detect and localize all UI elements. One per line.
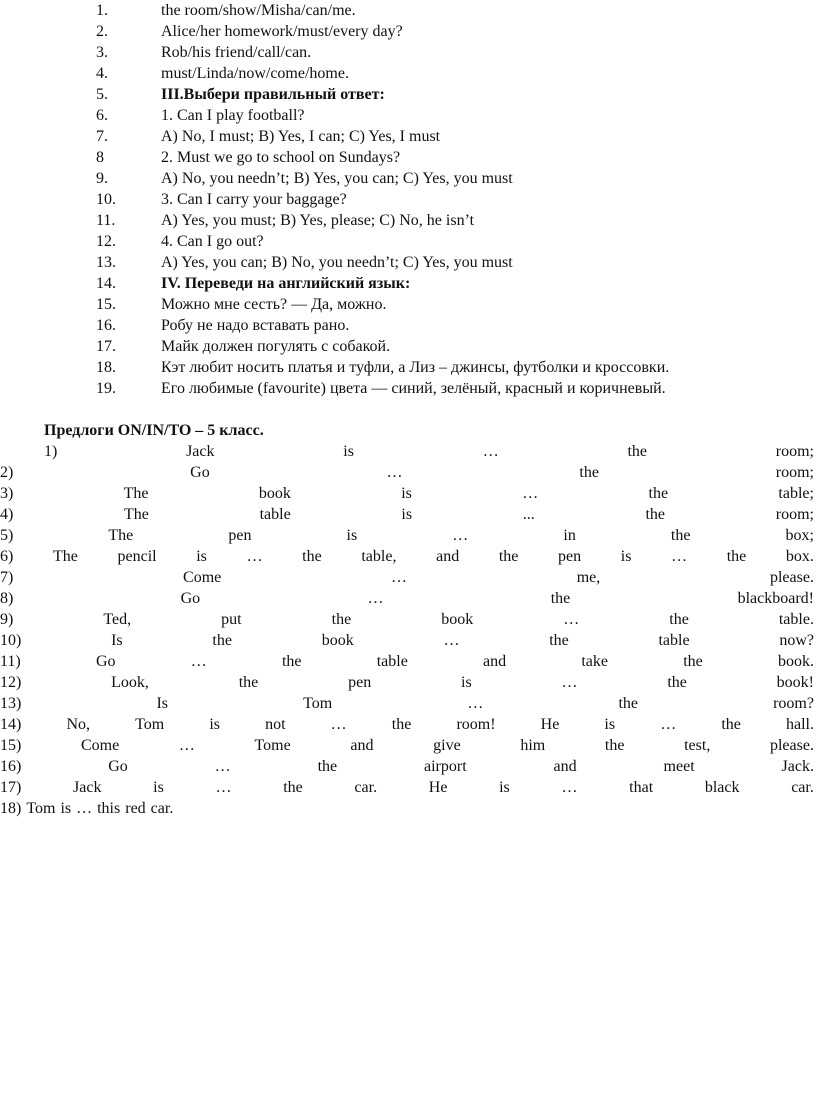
exercise-word: is [196, 548, 207, 565]
exercise-word: the [550, 590, 571, 607]
list-item-text: 4. Can I go out? [161, 233, 264, 250]
exercise-number: 15) [0, 737, 22, 754]
exercise-word: pen [228, 527, 252, 544]
exercise-word: … [522, 485, 539, 502]
exercise-word: is [209, 716, 220, 733]
exercise-word: Tom [26, 800, 56, 817]
exercise-word: room; [775, 464, 814, 481]
exercise-word: book [441, 611, 474, 628]
exercise-word: test, [684, 737, 711, 754]
exercise-word: this [97, 800, 121, 817]
exercise-word: … [390, 569, 407, 586]
section-title: Предлоги ON/IN/TO – 5 класс. [44, 422, 264, 439]
list-item-number: 12. [96, 233, 116, 250]
exercise-word: the [238, 674, 259, 691]
exercise-word: book. [778, 653, 814, 670]
exercise-word: Ted, [103, 611, 132, 628]
exercise-word: Tom [303, 695, 333, 712]
list-item-number: 11. [96, 212, 116, 229]
exercise-word: table [259, 506, 291, 523]
list-item [0, 63, 816, 84]
list-item [0, 210, 816, 231]
exercise-word: the [212, 632, 232, 649]
list-item-text: A) Yes, you can; B) No, you needn’t; C) Yes, you must [161, 254, 513, 271]
exercise-word: hall. [785, 716, 814, 733]
exercise-word: the [667, 674, 687, 691]
exercise-word: pencil [117, 548, 157, 565]
exercise-word: … [660, 716, 677, 733]
exercise-word: the [669, 611, 689, 628]
list-item-number: 17. [96, 338, 116, 355]
exercise-word: now? [779, 632, 814, 649]
exercise-word: Tom [135, 716, 165, 733]
exercise-word: … [467, 695, 484, 712]
exercise-word: room? [773, 695, 814, 712]
list-item-text: Можно мне сесть? — Да, можно. [161, 296, 387, 313]
list-item-text: Rob/his friend/call/can. [161, 44, 312, 61]
exercise-number: 10) [0, 632, 22, 649]
exercise-word: in [563, 527, 576, 544]
exercise-number: 6) [0, 548, 14, 565]
list-item-number: 16. [96, 317, 116, 334]
exercise-word: is [60, 800, 72, 817]
list-item-number: 18. [96, 359, 116, 376]
exercise-word: pen [348, 674, 372, 691]
list-item-number: 3. [96, 44, 108, 61]
list-item-text: 1. Can I play football? [161, 107, 305, 124]
list-item [0, 126, 816, 147]
list-item-number: 14. [96, 275, 116, 292]
exercise-word: … [452, 527, 469, 544]
exercise-line [0, 651, 816, 672]
exercise-word: is [401, 485, 412, 502]
exercise-number: 13) [0, 695, 22, 712]
exercise-word: book [258, 485, 291, 502]
exercise-word: … [76, 800, 93, 817]
list-item [0, 105, 816, 126]
exercise-number: 16) [0, 758, 22, 775]
list-item-text: the room/show/Misha/can/me. [161, 2, 356, 19]
exercise-number: 17) [0, 779, 22, 796]
list-item [0, 147, 816, 168]
list-item-text: IV. Переведи на английский язык: [161, 275, 411, 292]
exercise-word: room! [456, 716, 496, 733]
list-item-number: 7. [96, 128, 108, 145]
exercise-word: the [281, 653, 302, 670]
exercise-word: room; [775, 443, 814, 460]
exercise-word: the [391, 716, 412, 733]
exercise-word: is [620, 548, 632, 565]
exercise-line [0, 504, 816, 525]
exercise-word: is [401, 506, 413, 523]
numbered-list [0, 0, 816, 399]
list-item [0, 231, 816, 252]
exercise-number: 11) [0, 653, 21, 670]
exercise-word: car. [150, 800, 174, 817]
exercise-number: 18) [0, 800, 22, 817]
list-item [0, 168, 816, 189]
exercise-line [0, 567, 816, 588]
exercise-word: book! [776, 674, 814, 691]
exercise-line [0, 462, 816, 483]
exercise-number: 12) [0, 674, 22, 691]
exercise-number: 5) [0, 527, 14, 544]
exercise-word: the [645, 506, 666, 523]
exercise-number: 9) [0, 611, 14, 628]
exercise-word: the [302, 548, 322, 565]
exercise-number: 1) [44, 443, 58, 460]
exercise-word: the [283, 779, 303, 796]
exercise-word: The [52, 548, 78, 565]
exercise-word: please. [769, 737, 814, 754]
list-item [0, 336, 816, 357]
list-item [0, 378, 816, 399]
exercise-word: Go [95, 653, 116, 670]
list-item-text: A) No, you needn’t; B) Yes, you can; C) Yes, you must [161, 170, 513, 187]
exercise-line [0, 756, 816, 777]
exercise-word: table, [361, 548, 397, 565]
exercise-word: table; [778, 485, 814, 502]
exercise-word: The [124, 506, 149, 523]
exercise-word: me, [576, 569, 601, 586]
exercise-word: car. [354, 779, 378, 796]
list-item-number: 8 [96, 149, 104, 166]
list-item [0, 273, 816, 294]
exercise-word: Jack [186, 443, 215, 460]
exercise-word: take [581, 653, 609, 670]
exercise-line [0, 798, 816, 819]
exercise-word: the [604, 737, 625, 754]
exercise-line [0, 693, 816, 714]
list-item-number: 15. [96, 296, 116, 313]
list-item-number: 19. [96, 380, 116, 397]
exercise-word: is [153, 779, 164, 796]
list-item-text: Майк должен погулять с собакой. [161, 338, 391, 355]
exercise-word: … [178, 737, 195, 754]
list-item-text: must/Linda/now/come/home. [161, 65, 349, 82]
list-item-number: 4. [96, 65, 108, 82]
exercise-line [0, 714, 816, 735]
exercise-word: is [346, 527, 358, 544]
exercise-word: that [629, 779, 654, 796]
exercise-word: Jack. [781, 758, 814, 775]
exercise-word: Is [111, 632, 123, 649]
exercise-word: … [246, 548, 263, 565]
exercise-word: … [330, 716, 347, 733]
exercise-word: give [433, 737, 461, 754]
exercise-line [0, 546, 816, 567]
exercise-word: the [648, 485, 669, 502]
list-item-text: Робу не надо вставать рано. [161, 317, 350, 334]
exercise-line [0, 630, 816, 651]
exercise-word: box; [785, 527, 814, 544]
exercise-line [0, 483, 816, 504]
exercise-word: blackboard! [737, 590, 814, 607]
exercise-word: room; [775, 506, 814, 523]
list-item-text: III.Выбери правильный ответ: [161, 86, 385, 103]
exercise-word: the [721, 716, 741, 733]
exercise-word: the [331, 611, 352, 628]
exercise-line [0, 672, 816, 693]
exercise-word: red [125, 800, 146, 817]
exercise-word: … [190, 653, 207, 670]
exercise-word: Go [190, 464, 210, 481]
list-item-text: 2. Must we go to school on Sundays? [161, 149, 401, 166]
list-item-number: 9. [96, 170, 108, 187]
exercise-word: No, [66, 716, 90, 733]
list-item [0, 315, 816, 336]
exercise-word: table [376, 653, 408, 670]
exercise-word: box. [785, 548, 814, 565]
list-item [0, 252, 816, 273]
exercise-word: … [214, 758, 231, 775]
list-item-text: 3. Can I carry your baggage? [161, 191, 347, 208]
exercise-word: the [549, 632, 569, 649]
exercise-word: … [561, 674, 578, 691]
exercise-word: the [627, 443, 647, 460]
exercise-word: the [618, 695, 638, 712]
exercise-number: 3) [0, 485, 14, 502]
list-item [0, 21, 816, 42]
exercise-word: is [499, 779, 510, 796]
exercise-word: pen [558, 548, 582, 565]
list-item-number: 6. [96, 107, 108, 124]
exercise-word: not [265, 716, 286, 733]
exercise-word: the [498, 548, 519, 565]
exercise-word: black [704, 779, 740, 796]
exercise-word: The [123, 485, 149, 502]
exercise-number: 2) [0, 464, 14, 481]
exercise-number: 4) [0, 506, 14, 523]
exercise-word: is [343, 443, 354, 460]
list-item-number: 5. [96, 86, 108, 103]
exercise-line [0, 588, 816, 609]
list-item [0, 189, 816, 210]
exercise-word: the [670, 527, 691, 544]
exercise-word: Come [80, 737, 120, 754]
exercise-word: and [553, 758, 577, 775]
exercise-word: the [579, 464, 599, 481]
exercise-line [0, 777, 816, 798]
exercise-line [0, 609, 816, 630]
list-item-number: 2. [96, 23, 108, 40]
list-item-text: Alice/her homework/must/every day? [161, 23, 403, 40]
exercise-word: please. [769, 569, 814, 586]
list-item-text: A) No, I must; B) Yes, I can; C) Yes, I must [161, 128, 441, 145]
exercise-word: The [108, 527, 134, 544]
list-item [0, 0, 816, 21]
list-item-text: Его любимые (favourite) цвета — синий, зелёный, красный и коричневый. [161, 380, 666, 397]
exercise-word: meet [663, 758, 695, 775]
exercise-word: … [215, 779, 232, 796]
exercise-word: … [561, 779, 578, 796]
exercise-word: is [604, 716, 616, 733]
exercise-word: … [482, 443, 499, 460]
list-item-text: Кэт любит носить платья и туфли, а Лиз – джинсы, футболки и кроссовки. [161, 359, 670, 376]
exercise-word: and [483, 653, 507, 670]
list-item-number: 10. [96, 191, 116, 208]
exercise-word: the [683, 653, 703, 670]
exercise-word: the [317, 758, 338, 775]
exercise-word: ... [522, 506, 535, 523]
exercise-word: He [428, 779, 448, 796]
list-item [0, 84, 816, 105]
exercise-word: … [671, 548, 688, 565]
exercise-line [0, 441, 816, 462]
exercise-word: … [563, 611, 580, 628]
list-item-number: 1. [96, 2, 108, 19]
exercise-number: 14) [0, 716, 22, 733]
exercise-number: 7) [0, 569, 14, 586]
list-item [0, 42, 816, 63]
exercise-word: the [726, 548, 747, 565]
exercise-word: and [436, 548, 460, 565]
exercise-word: … [367, 590, 384, 607]
exercise-line [0, 525, 816, 546]
exercise-word: him [520, 737, 546, 754]
exercise-word: Is [156, 695, 168, 712]
exercise-word: Come [183, 569, 222, 586]
exercise-word: book [321, 632, 354, 649]
exercise-word: He [540, 716, 560, 733]
exercise-word: Jack [73, 779, 102, 796]
list-item [0, 294, 816, 315]
exercise-word: and [350, 737, 374, 754]
exercise-word: Go [180, 590, 201, 607]
exercise-word: … [386, 464, 403, 481]
exercise-line [0, 735, 816, 756]
exercise-word: table. [778, 611, 814, 628]
exercise-word: airport [424, 758, 467, 775]
exercise-word: car. [791, 779, 814, 796]
exercise-word: Tome [254, 737, 291, 754]
exercise-word: Look, [111, 674, 149, 691]
exercise-word: Go [108, 758, 128, 775]
list-item-number: 13. [96, 254, 116, 271]
exercise-word: … [443, 632, 460, 649]
exercise-number: 8) [0, 590, 14, 607]
list-item [0, 357, 816, 378]
list-item-text: A) Yes, you must; B) Yes, please; C) No, he isn’t [161, 212, 475, 229]
exercise-word: table [658, 632, 690, 649]
exercise-list [0, 441, 816, 819]
exercise-word: is [461, 674, 472, 691]
exercise-word: put [221, 611, 242, 628]
